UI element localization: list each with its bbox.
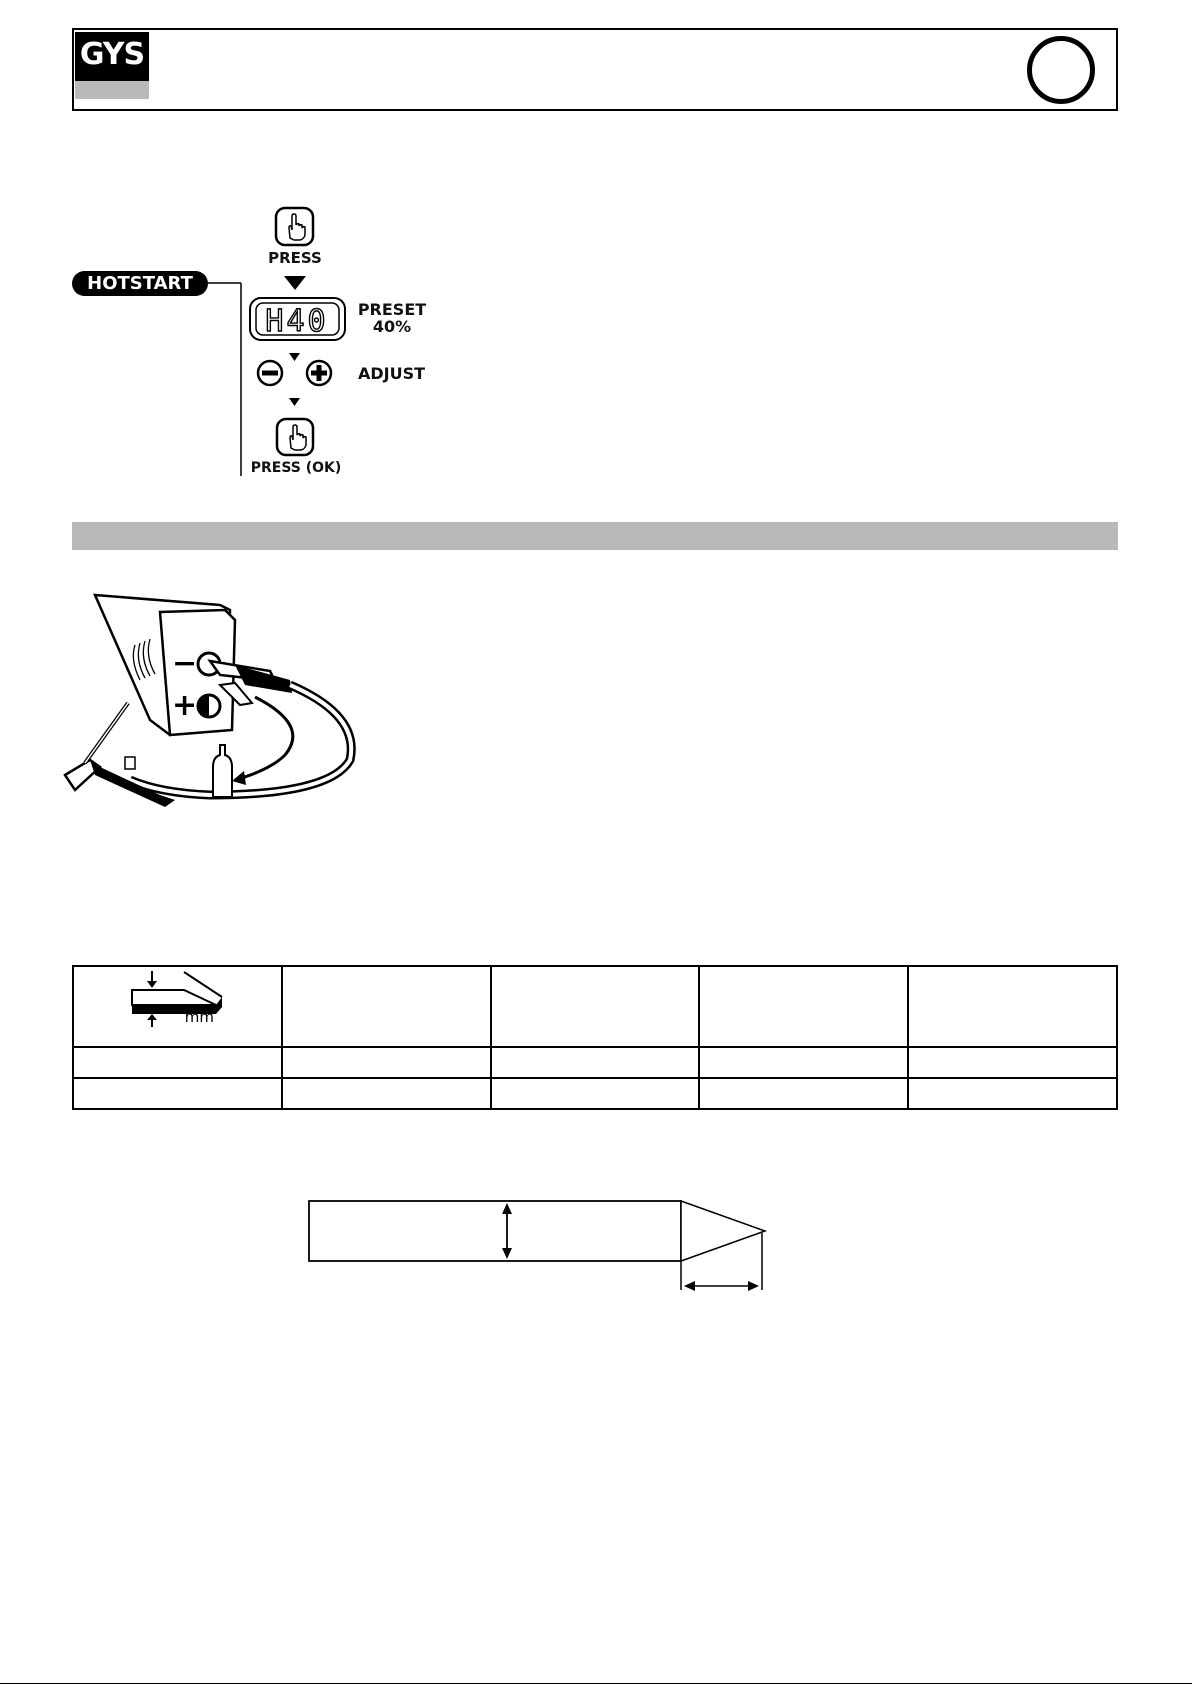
section-bar [72,522,1118,550]
down-arrow-icon [289,353,300,361]
table-cell [491,966,700,1047]
adjust-label: ADJUST [358,364,426,383]
tig-setup-illustration [60,585,390,825]
lcd-value: H40 [265,304,329,339]
table-row [73,1078,1117,1109]
preset-value: 40% [372,317,412,336]
svg-text:+: + [172,688,198,723]
down-arrow-icon [289,398,300,406]
svg-text:−: − [172,646,198,681]
electrode-body [309,1201,681,1261]
table-cell [491,1078,700,1109]
table-cell [73,1047,282,1078]
table-row [73,1047,1117,1078]
table-cell [699,1078,908,1109]
table-cell [491,1047,700,1078]
table-cell [282,1047,491,1078]
thickness-table [72,965,1118,1110]
preset-label: PRESET [357,300,427,319]
table-cell [282,966,491,1047]
table-cell [699,1047,908,1078]
electrode-tip [681,1201,765,1261]
logo-text: GYS [79,37,145,72]
table-cell [908,1078,1117,1109]
thickness-header-cell [73,966,282,1047]
down-arrow-icon [284,276,306,290]
press-ok-label: PRESS (OK) [250,460,342,476]
press-hand-icon [276,208,313,245]
table-cell [73,1078,282,1109]
press-ok-hand-icon [277,419,313,455]
plus-button-icon [307,361,331,385]
thickness-icon [122,967,232,1027]
table-cell [908,1047,1117,1078]
hotstart-badge: HOTSTART [72,271,208,296]
electrode-diagram [0,1190,1192,1300]
table-cell [908,966,1117,1047]
hotstart-diagram [0,0,1192,500]
footer-rule [0,1683,1192,1684]
table-cell [282,1078,491,1109]
press-label: PRESS [268,249,322,267]
minus-button-icon [258,361,282,385]
table-header-row [73,966,1117,1047]
thickness-unit: mm [184,1008,215,1026]
table-cell [699,966,908,1047]
bracket-line [208,283,241,476]
